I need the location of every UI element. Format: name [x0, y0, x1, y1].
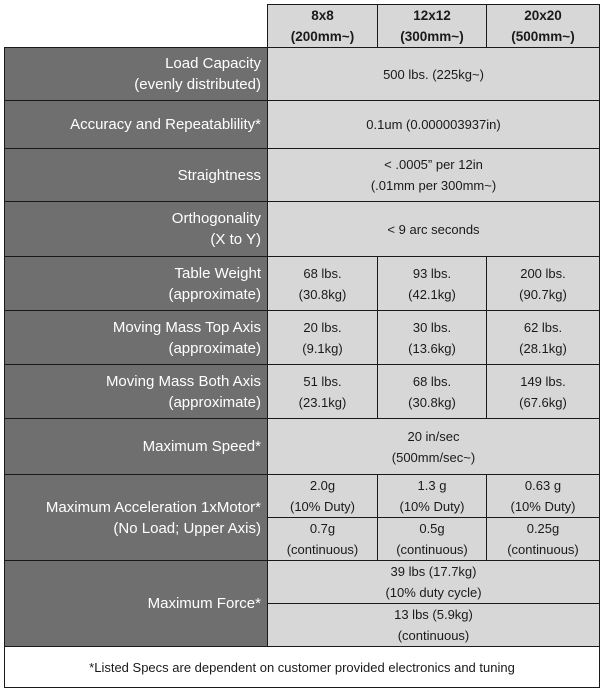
- value-line: (.01mm per 300mm~): [370, 178, 497, 193]
- value-line: (continuous): [396, 542, 468, 557]
- column-header-12x12: [378, 5, 487, 48]
- row-load-capacity: [5, 48, 600, 101]
- row-maximum-speed: [5, 419, 600, 475]
- value-line: 2.0g: [309, 478, 336, 493]
- value-cell-12x12: [378, 311, 487, 365]
- value-cell-20x20: [487, 257, 600, 311]
- column-size-metric: (200mm~): [290, 29, 355, 44]
- label-line: Accuracy and Repeatablility*: [70, 116, 261, 133]
- value-cell: [268, 149, 600, 202]
- value-cell: [268, 419, 600, 475]
- label-line: (No Load; Upper Axis): [113, 519, 261, 537]
- row-label: [5, 149, 268, 202]
- label-line: Straightness: [177, 166, 261, 184]
- value-line: 149 lbs.: [520, 373, 566, 389]
- value-line: (13.6kg): [408, 340, 456, 356]
- value-line: < .0005” per 12in: [384, 157, 483, 172]
- value-line: 0.1um (0.000003937in): [366, 117, 501, 132]
- header-row: [5, 5, 600, 48]
- column-header-20x20: [487, 5, 600, 48]
- value-line: 500 lbs. (225kg~): [383, 66, 484, 82]
- row-label: [5, 419, 268, 475]
- row-label: [5, 311, 268, 365]
- value-cell-12x12: [378, 365, 487, 419]
- row-maximum-acceleration-duty: [5, 475, 600, 518]
- row-label: [5, 48, 268, 101]
- value-cell-8x8: [268, 311, 378, 365]
- row-label: [5, 202, 268, 257]
- row-maximum-force-duty: [5, 561, 600, 604]
- label-line: (approximate): [168, 285, 261, 303]
- value-line: 68 lbs.: [303, 265, 342, 281]
- spec-table: [4, 4, 600, 688]
- column-size-metric: (300mm~): [400, 29, 464, 44]
- value-line: 93 lbs.: [412, 265, 452, 281]
- value-cell: [268, 604, 600, 647]
- value-cell: [268, 202, 600, 257]
- label-line: Table Weight: [174, 264, 261, 282]
- footnote: *Listed Specs are dependent on customer provided electronics and tuning: [5, 647, 600, 688]
- row-moving-mass-top-axis: [5, 311, 600, 365]
- value-cell-12x12: [378, 475, 487, 518]
- row-label: [5, 475, 268, 561]
- row-accuracy: [5, 101, 600, 149]
- value-cell-8x8: [268, 365, 378, 419]
- value-line: (10% duty cycle): [385, 585, 482, 600]
- value-line: (30.8kg): [408, 394, 456, 410]
- label-line: (approximate): [168, 339, 261, 357]
- value-cell-20x20: [487, 311, 600, 365]
- value-line: 62 lbs.: [523, 319, 563, 335]
- value-line: 0.63 g: [524, 478, 562, 493]
- label-line: Load Capacity: [165, 55, 261, 72]
- value-line: 0.5g: [419, 521, 445, 536]
- value-line: (10% Duty): [510, 499, 576, 514]
- row-label: [5, 561, 268, 647]
- value-line: (10% Duty): [289, 499, 356, 514]
- value-line: 1.3 g: [417, 478, 447, 493]
- value-line: (10% Duty): [399, 499, 465, 514]
- row-orthogonality: [5, 202, 600, 257]
- value-line: 0.7g: [309, 521, 336, 536]
- row-straightness: [5, 149, 600, 202]
- value-line: (continuous): [397, 628, 470, 643]
- column-size-metric: (500mm~): [511, 29, 575, 44]
- value-cell-20x20: [487, 365, 600, 419]
- value-cell-8x8: [268, 257, 378, 311]
- value-cell: [268, 48, 600, 101]
- value-line: 20 in/sec: [407, 428, 460, 444]
- label-line: Orthogonality: [171, 210, 261, 227]
- value-line: 51 lbs.: [303, 373, 342, 389]
- value-line: (28.1kg): [519, 340, 567, 356]
- value-line: 0.25g: [526, 521, 560, 536]
- value-cell-8x8: [268, 475, 378, 518]
- column-header-8x8: [268, 5, 378, 48]
- row-moving-mass-both-axis: [5, 365, 600, 419]
- value-line: < 9 arc seconds: [387, 221, 480, 237]
- row-table-weight: [5, 257, 600, 311]
- value-line: 39 lbs (17.7kg): [390, 564, 477, 579]
- label-line: Moving Mass Both Axis: [105, 372, 261, 390]
- label-line: (X to Y): [210, 231, 261, 248]
- value-line: 200 lbs.: [520, 265, 566, 281]
- column-size: 12x12: [413, 8, 451, 23]
- value-cell-20x20: [487, 475, 600, 518]
- value-cell: [268, 101, 600, 149]
- column-size: 20x20: [524, 8, 562, 23]
- value-cell-8x8: [268, 518, 378, 561]
- row-label: [5, 101, 268, 149]
- corner-cell: [5, 5, 268, 48]
- value-line: 20 lbs.: [303, 319, 342, 335]
- label-line: Maximum Speed*: [142, 438, 261, 455]
- value-cell-12x12: [378, 518, 487, 561]
- value-line: (30.8kg): [298, 286, 347, 302]
- footnote-row: [5, 647, 600, 688]
- value-line: (42.1kg): [408, 286, 456, 302]
- row-label: [5, 257, 268, 311]
- label-line: Maximum Acceleration 1xMotor*: [45, 498, 261, 516]
- value-cell: [268, 561, 600, 604]
- label-line: Moving Mass Top Axis: [112, 318, 261, 336]
- value-line: (continuous): [286, 542, 359, 557]
- value-cell-12x12: [378, 257, 487, 311]
- value-line: 68 lbs.: [412, 373, 452, 389]
- label-line: (approximate): [168, 393, 261, 411]
- value-line: (continuous): [507, 542, 579, 557]
- value-line: 13 lbs (5.9kg): [394, 607, 473, 622]
- value-line: (9.1kg): [302, 340, 343, 356]
- value-line: (23.1kg): [298, 394, 347, 410]
- value-cell-20x20: [487, 518, 600, 561]
- value-line: 30 lbs.: [412, 319, 452, 335]
- value-line: (67.6kg): [519, 394, 567, 410]
- value-line: (500mm/sec~): [391, 449, 476, 465]
- label-line: Maximum Force*: [147, 595, 261, 612]
- value-line: (90.7kg): [519, 286, 567, 302]
- column-size: 8x8: [311, 8, 334, 23]
- label-line: (evenly distributed): [134, 76, 261, 93]
- row-label: [5, 365, 268, 419]
